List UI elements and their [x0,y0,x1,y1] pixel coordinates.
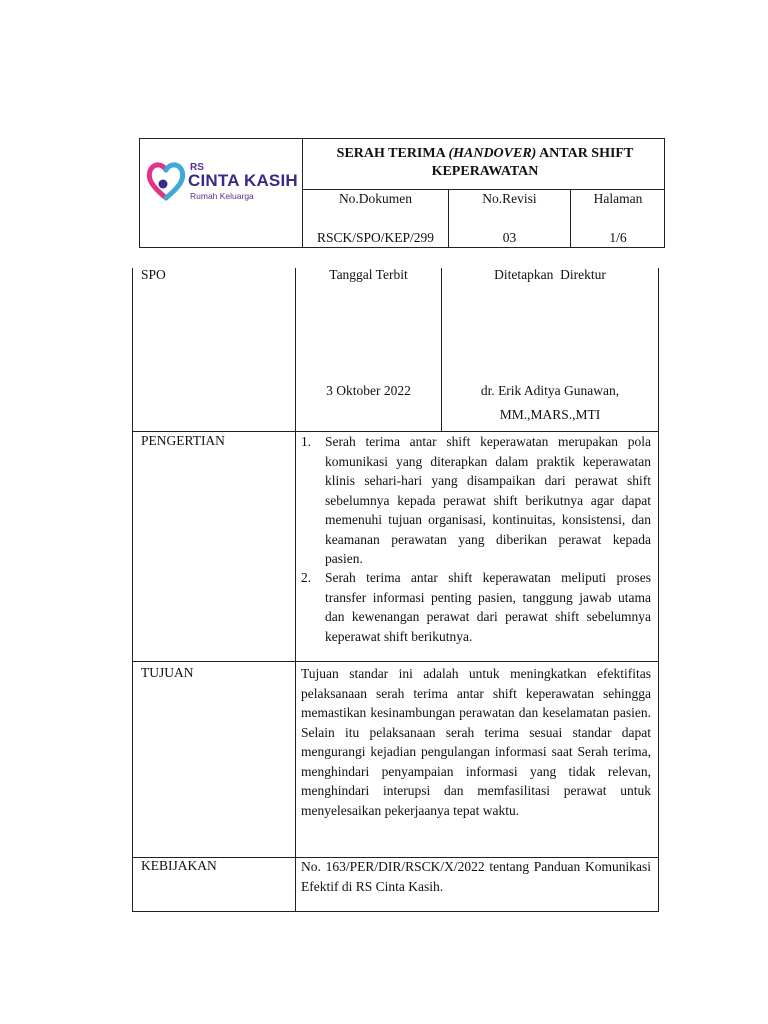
director-name: dr. Erik Aditya Gunawan, [480,383,620,398]
kebijakan-label: KEBIJAKAN [141,858,217,873]
revision-value: 03 [502,230,517,245]
approval-label: Ditetapkan Direktur [494,267,606,282]
header-divider [302,189,665,190]
table-border [295,268,296,912]
pengertian-label: PENGERTIAN [141,433,225,448]
issue-date-value: 3 Oktober 2022 [326,383,411,398]
kebijakan-text: No. 163/PER/DIR/RSCK/X/2022 tentang Panduan Komunikasi Efektif di RS Cinta Kasih. [301,859,651,894]
revision-label: No.Revisi [482,191,537,206]
title-part: SERAH TERIMA [336,146,449,161]
doc-number-label: No.Dokumen [338,191,413,206]
hospital-logo [146,158,296,204]
title-line-2: KEPERAWATAN [431,164,539,179]
page-value: 1/6 [609,230,627,245]
document-title [304,145,666,181]
list-item-text: Serah terima antar shift keperawatan merupakan pola komunikasi yang diterapkan dalam praktik keperawatan klinis sehari-hari yang disampaikan dari perawat shift sebelumnya kepada perawat shift berikutnya agar dapat memenuhi tujuan organisasi, kontinuitas, konsistensi, dan keamanan perawatan yang diberikan perawat kepada pasien. [325,434,651,566]
row-separator [132,661,659,662]
title-italic-part: (HANDOVER) [448,146,537,161]
tujuan-label: TUJUAN [141,665,194,680]
list-item-number: 2. [301,570,312,585]
title-part: ANTAR SHIFT [536,146,634,161]
table-border [132,268,133,912]
row-separator [132,911,659,912]
doc-number-value: RSCK/SPO/KEP/299 [316,230,435,245]
logo-rs-text: RS [190,162,204,173]
tujuan-text: Tujuan standar ini adalah untuk meningkatkan efektifitas pelaksanaan serah terima antar shift keperawatan sehingga memastikan kesinambungan perawatan dan keselamatan pasien. Selain itu pelaksanaan serah terima sesuai standar dapat mengurangi kejadian pengulangan informasi saat Serah terima, menghindari penyampaian informasi yang tidak relevan, menghindari interupsi dan memfasilitasi perawat untuk menyelesaikan pekerjaanya tepat waktu. [301,666,651,818]
list-item [301,432,651,568]
page-label: Halaman [593,191,643,206]
heart-logo-icon [146,160,186,202]
issue-date-label: Tanggal Terbit [329,267,408,282]
logo-tagline: Rumah Keluarga [190,191,254,201]
logo-hospital-name: CINTA KASIH [188,171,298,190]
spo-label: SPO [141,267,166,282]
list-item-number: 1. [301,434,312,449]
table-border [658,268,659,912]
list-item [301,568,651,648]
list-item-text: Serah terima antar shift keperawatan meliputi proses transfer informasi penting pasien, tanggung jawab utama dan kewenangan perawat dari perawat shift sebelumnya keperawat shift berikutnya. [325,570,651,644]
director-titles: MM.,MARS.,MTI [499,407,601,422]
